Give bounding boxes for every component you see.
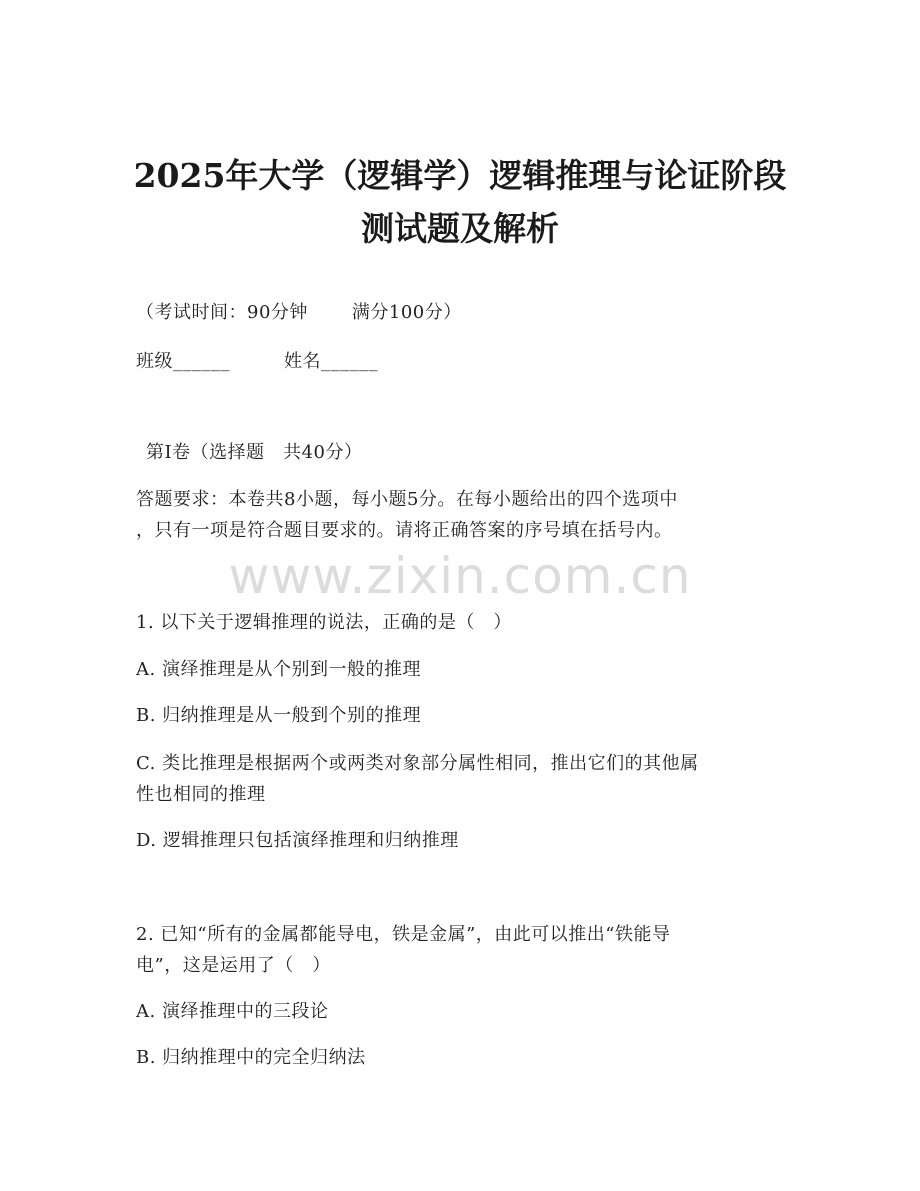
question-1-option-d: D. 逻辑推理只包括演绎推理和归纳推理 bbox=[136, 830, 459, 851]
watermark: www.zixin.com.cn bbox=[228, 547, 692, 605]
student-fields bbox=[136, 349, 786, 375]
question-1-option-b: B. 归纳推理是从一般到个别的推理 bbox=[136, 705, 422, 726]
instructions-line-2: ，只有一项是符合题目要求的。请将正确答案的序号填在括号内。 bbox=[136, 520, 673, 541]
question-2-option-b: B. 归纳推理中的完全归纳法 bbox=[136, 1047, 366, 1068]
document-title-line-2: 测试题及解析 bbox=[361, 209, 559, 248]
question-2-stem-line-2: 电”，这是运用了（ ） bbox=[136, 955, 331, 976]
question-1-stem: 1. 以下关于逻辑推理的说法，正确的是（ ） bbox=[136, 612, 512, 633]
question-2-option-a: A. 演绎推理中的三段论 bbox=[136, 1001, 329, 1022]
exam-info bbox=[136, 300, 786, 326]
question-2-stem-line-1: 2. 已知“所有的金属都能导电，铁是金属”，由此可以推出“铁能导 bbox=[136, 924, 671, 945]
exam-time: （考试时间：90分钟 bbox=[136, 302, 308, 323]
question-1-option-a: A. 演绎推理是从个别到一般的推理 bbox=[136, 659, 421, 680]
document-title-line-1: 2025年大学（逻辑学）逻辑推理与论证阶段 bbox=[133, 156, 787, 195]
exam-score: 满分100分） bbox=[351, 302, 462, 323]
class-field-label: 班级______ bbox=[136, 351, 230, 372]
question-1-option-c-line-2: 性也相同的推理 bbox=[136, 784, 266, 805]
instructions-line-1: 答题要求：本卷共8小题，每小题5分。在每小题给出的四个选项中 bbox=[136, 489, 678, 510]
name-field-label: 姓名______ bbox=[284, 351, 378, 372]
section-heading: 第Ⅰ卷（选择题 共40分） bbox=[146, 442, 363, 463]
question-1-option-c-line-1: C. 类比推理是根据两个或两类对象部分属性相同，推出它们的其他属 bbox=[136, 753, 699, 774]
